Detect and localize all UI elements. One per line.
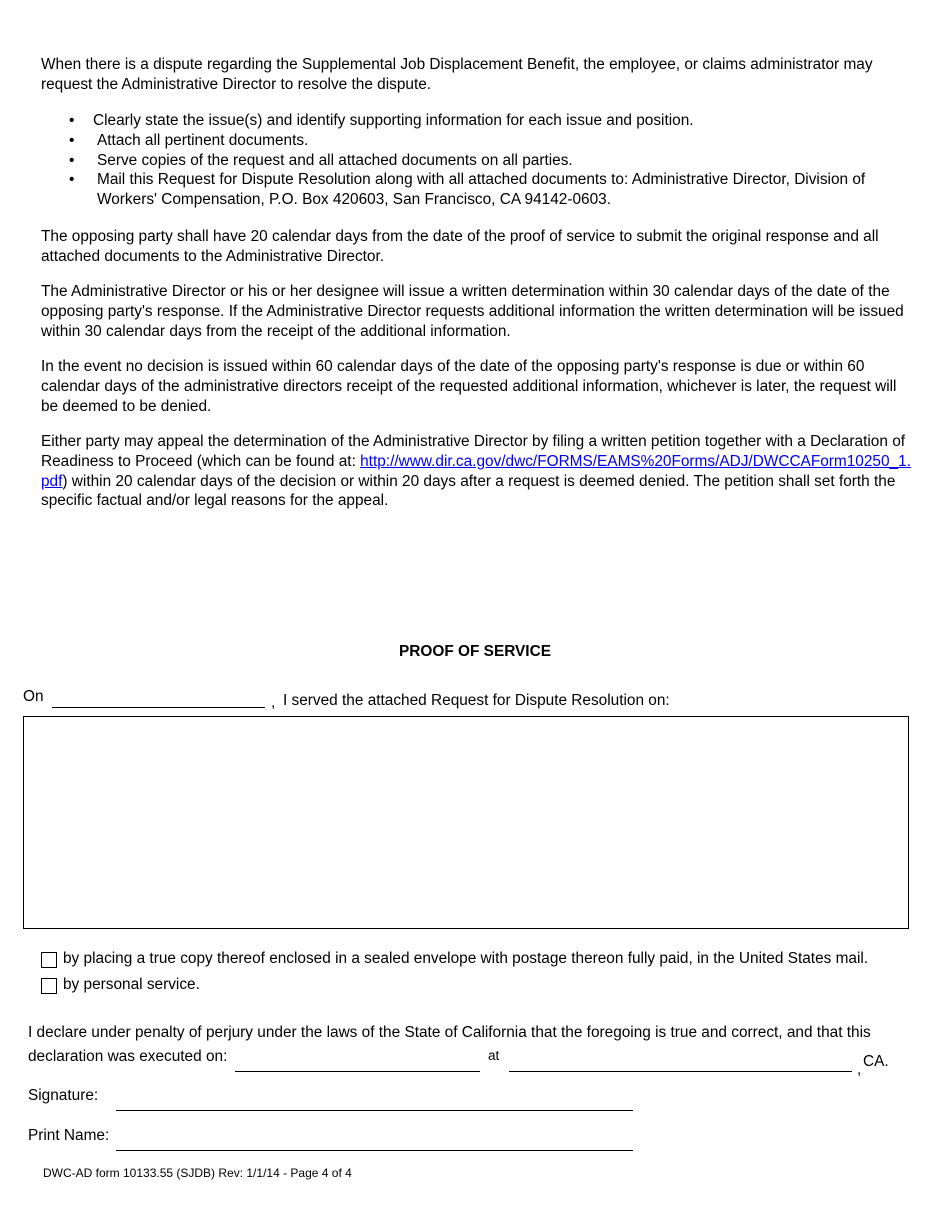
comma-separator: , xyxy=(857,1061,862,1078)
bullet-icon: • xyxy=(69,171,75,189)
intro-paragraph-5 xyxy=(41,432,913,511)
intro-paragraph-1: When there is a dispute regarding the Supplemental Job Displacement Benefit, the employee, or claims administrator may request the Administrative Director to resolve the dispute. xyxy=(41,56,873,93)
instruction-list xyxy=(41,111,913,210)
mail-service-checkbox[interactable] xyxy=(41,952,57,968)
declaration-executed-label: declaration was executed on: xyxy=(28,1048,228,1065)
execution-date-field[interactable] xyxy=(235,1071,480,1072)
bullet-icon: • xyxy=(69,131,75,149)
signature-field[interactable] xyxy=(116,1110,633,1111)
declaration-text: I declare under penalty of perjury under the laws of the State of California that the foregoing is true and correct, and that this xyxy=(28,1024,871,1041)
on-label: On xyxy=(23,688,44,705)
form-footer: DWC-AD form 10133.55 (SJDB) Rev: 1/1/14 - Page 4 of 4 xyxy=(43,1166,352,1180)
mail-service-label: by placing a true copy thereof enclosed in a sealed envelope with postage thereon fully paid, in the United States mail. xyxy=(63,950,869,967)
list-item-text: Mail this Request for Dispute Resolution along with all attached documents to: Administrative Director, Division of Workers' Compensation, P.O. Box 420603, San Francisco, CA 94142-0603. xyxy=(97,171,866,209)
intro-paragraph-4: In the event no decision is issued within 60 calendar days of the date of the opposing party's response is due or within 60 calendar days of the administrative directors receipt of the requested additional information, whichever is later, the request will be deemed to be denied. xyxy=(41,358,897,415)
list-item-text: Serve copies of the request and all attached documents on all parties. xyxy=(97,151,573,169)
appeal-text-start: Either party may appeal the determination of the Administrative Director by filing a written petition together with a Declaration of Readiness to Proceed (which can be found at: xyxy=(41,433,906,470)
bullet-icon: • xyxy=(69,112,75,129)
signature-label: Signature: xyxy=(28,1087,99,1104)
proof-of-service-title: PROOF OF SERVICE xyxy=(399,643,551,660)
state-label: CA. xyxy=(863,1053,889,1070)
list-item xyxy=(41,131,913,151)
declaration-form-link[interactable]: http://www.dir.ca.gov/dwc/FORMS/EAMS%20Forms/ADJ/DWCCAForm10250_1.pdf xyxy=(41,452,911,490)
intro-paragraph-3: The Administrative Director or his or her designee will issue a written determination within 30 calendar days of the date of the opposing party's response. If the Administrative Director requests additional information the written determination will be issued within 30 calendar days from the receipt of the additional information. xyxy=(41,283,904,340)
at-label: at xyxy=(488,1048,500,1063)
service-date-field[interactable] xyxy=(52,707,265,708)
personal-service-label: by personal service. xyxy=(63,976,200,993)
parties-served-field[interactable] xyxy=(23,716,909,929)
list-item xyxy=(41,170,913,210)
list-item xyxy=(41,151,913,171)
personal-service-checkbox[interactable] xyxy=(41,978,57,994)
list-item-text: Attach all pertinent documents. xyxy=(97,131,309,149)
list-item xyxy=(41,111,913,131)
appeal-text-end: ) within 20 calendar days of the decision or within 20 days after a request is deemed denied. The petition shall set forth the specific factual and/or legal reasons for the appeal. xyxy=(41,472,896,510)
list-item-text: Clearly state the issue(s) and identify supporting information for each issue and position. xyxy=(93,112,694,129)
served-statement: I served the attached Request for Dispute Resolution on: xyxy=(283,692,670,709)
print-name-field[interactable] xyxy=(116,1150,633,1151)
intro-paragraph-2: The opposing party shall have 20 calendar days from the date of the proof of service to submit the original response and all attached documents to the Administrative Director. xyxy=(41,228,879,265)
bullet-icon: • xyxy=(69,151,75,169)
execution-city-field[interactable] xyxy=(509,1071,852,1072)
comma-separator: , xyxy=(271,694,276,711)
print-name-label: Print Name: xyxy=(28,1127,110,1144)
